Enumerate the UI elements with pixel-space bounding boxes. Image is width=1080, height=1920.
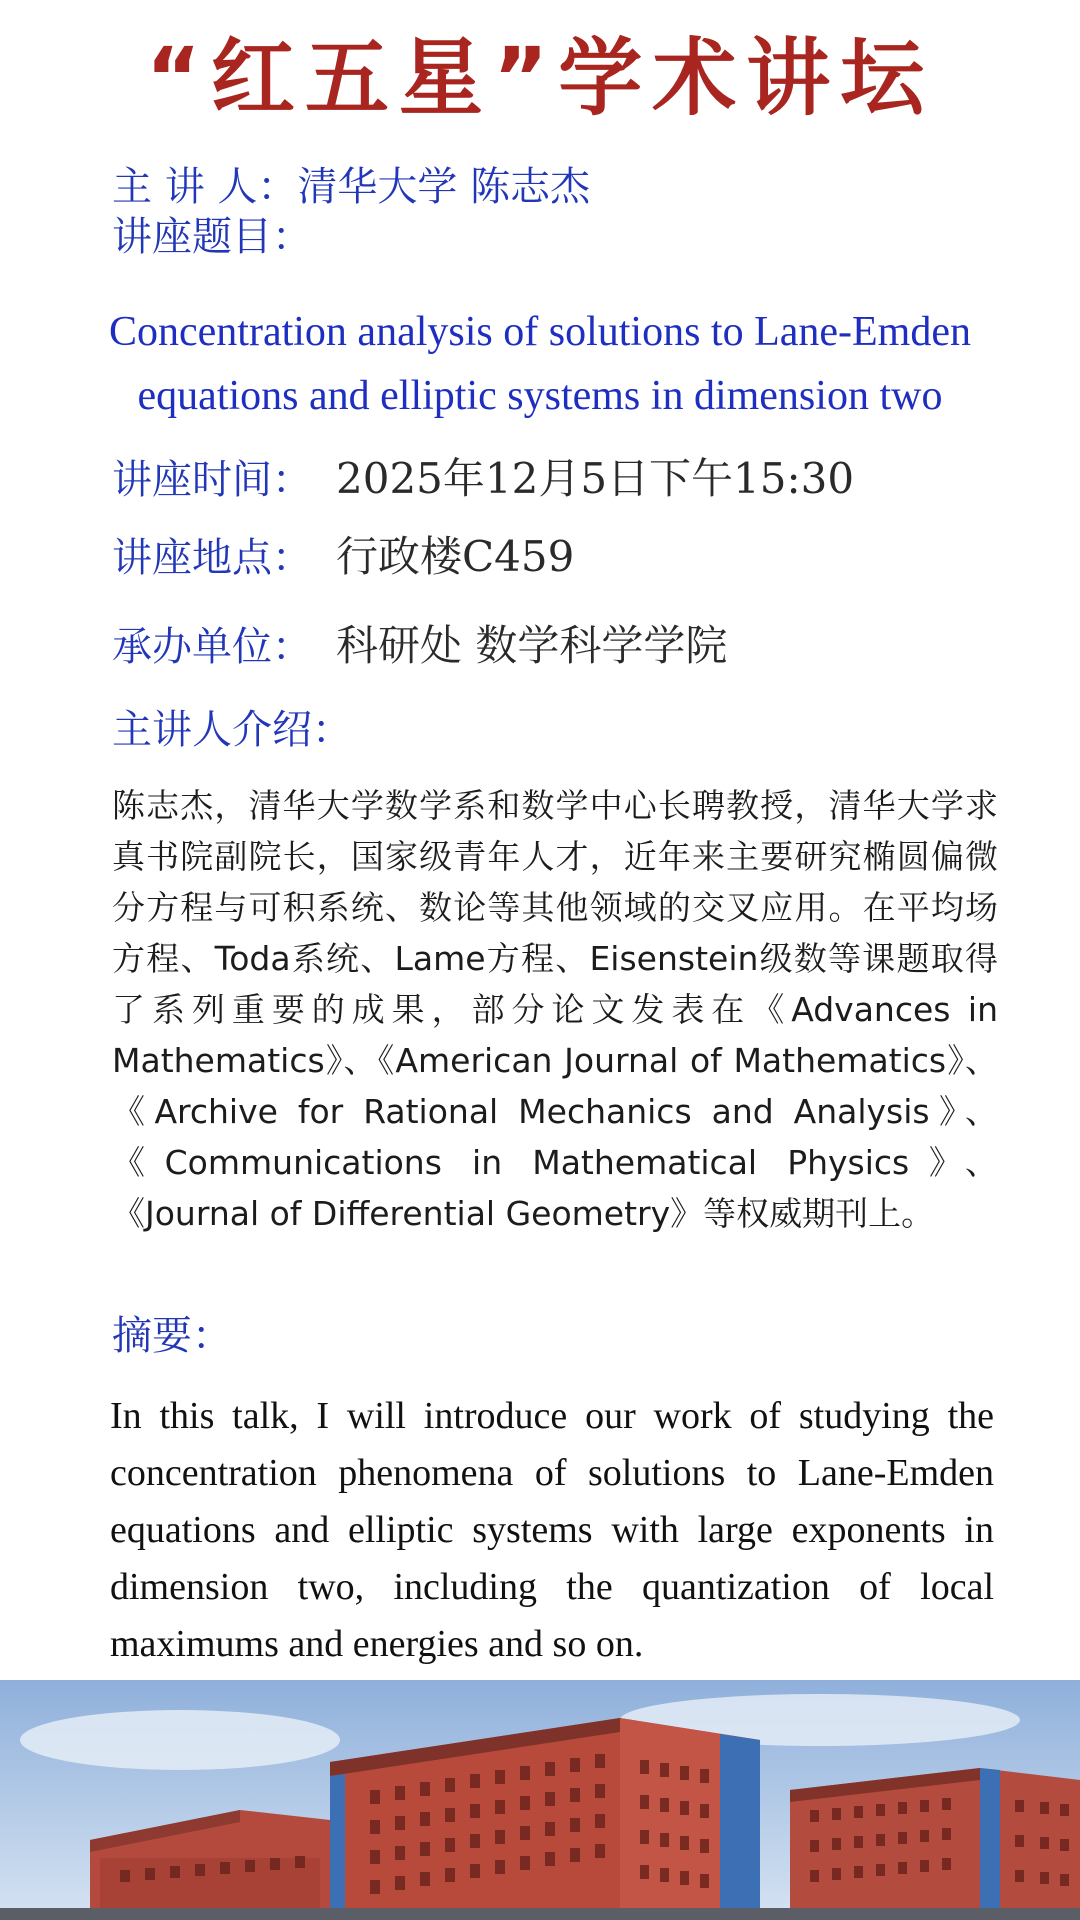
- speaker-label: 主 讲 人：: [112, 164, 298, 210]
- speaker-value: 清华大学 陈志杰: [297, 164, 591, 210]
- abstract-text: In this talk, I will introduce our work of studying the concentration phenomena of solutions to Lane-Emden equations and elliptic systems with large exponents in dimension two, including the quantization of local maximums and energies and so on.: [110, 1395, 994, 1665]
- time-label: 讲座时间：: [112, 457, 312, 503]
- location-value: 行政楼C459: [336, 532, 575, 581]
- location-row: [112, 533, 574, 582]
- topic-label-row: [112, 213, 336, 261]
- organizer-row: [112, 622, 727, 671]
- organizer-value: 科研处 数学科学学院: [336, 621, 728, 670]
- bio-heading-row: [112, 706, 376, 754]
- building-photo: [0, 1680, 1080, 1920]
- building-illustration: [0, 1680, 1080, 1920]
- location-label: 讲座地点：: [112, 535, 312, 581]
- time-value: 2025年12月5日下午15:30: [336, 454, 855, 503]
- bio-label: 主讲人介绍：: [112, 707, 352, 753]
- poster-title: “红五星”学术讲坛: [145, 29, 935, 127]
- speaker-row: [112, 163, 614, 211]
- abstract-heading-row: [112, 1312, 256, 1360]
- organizer-label: 承办单位：: [112, 624, 312, 670]
- topic-label: 讲座题目：: [112, 214, 312, 260]
- time-row: [112, 455, 854, 504]
- topic-title: Concentration analysis of solutions to Lane-Emden equations and elliptic systems in dimension two: [109, 309, 971, 419]
- bio-text: 陈志杰，清华大学数学系和数学中心长聘教授，清华大学求真书院副院长，国家级青年人才，近年来主要研究椭圆偏微分方程与可积系统、数论等其他领域的交叉应用。在平均场方程、Toda系统、Lame方程、Eisenstein级数等课题取得了系列重要的成果，部分论文发表在《Advances in Mathematics》、《American Journal of Mathematics》、《Archive for Rational Mechanics and Analysis》、《Communications in Mathematical Physics》、《Journal of Differential Geometry》等权威期刊上。: [112, 786, 998, 1233]
- abstract-label: 摘要：: [112, 1313, 232, 1359]
